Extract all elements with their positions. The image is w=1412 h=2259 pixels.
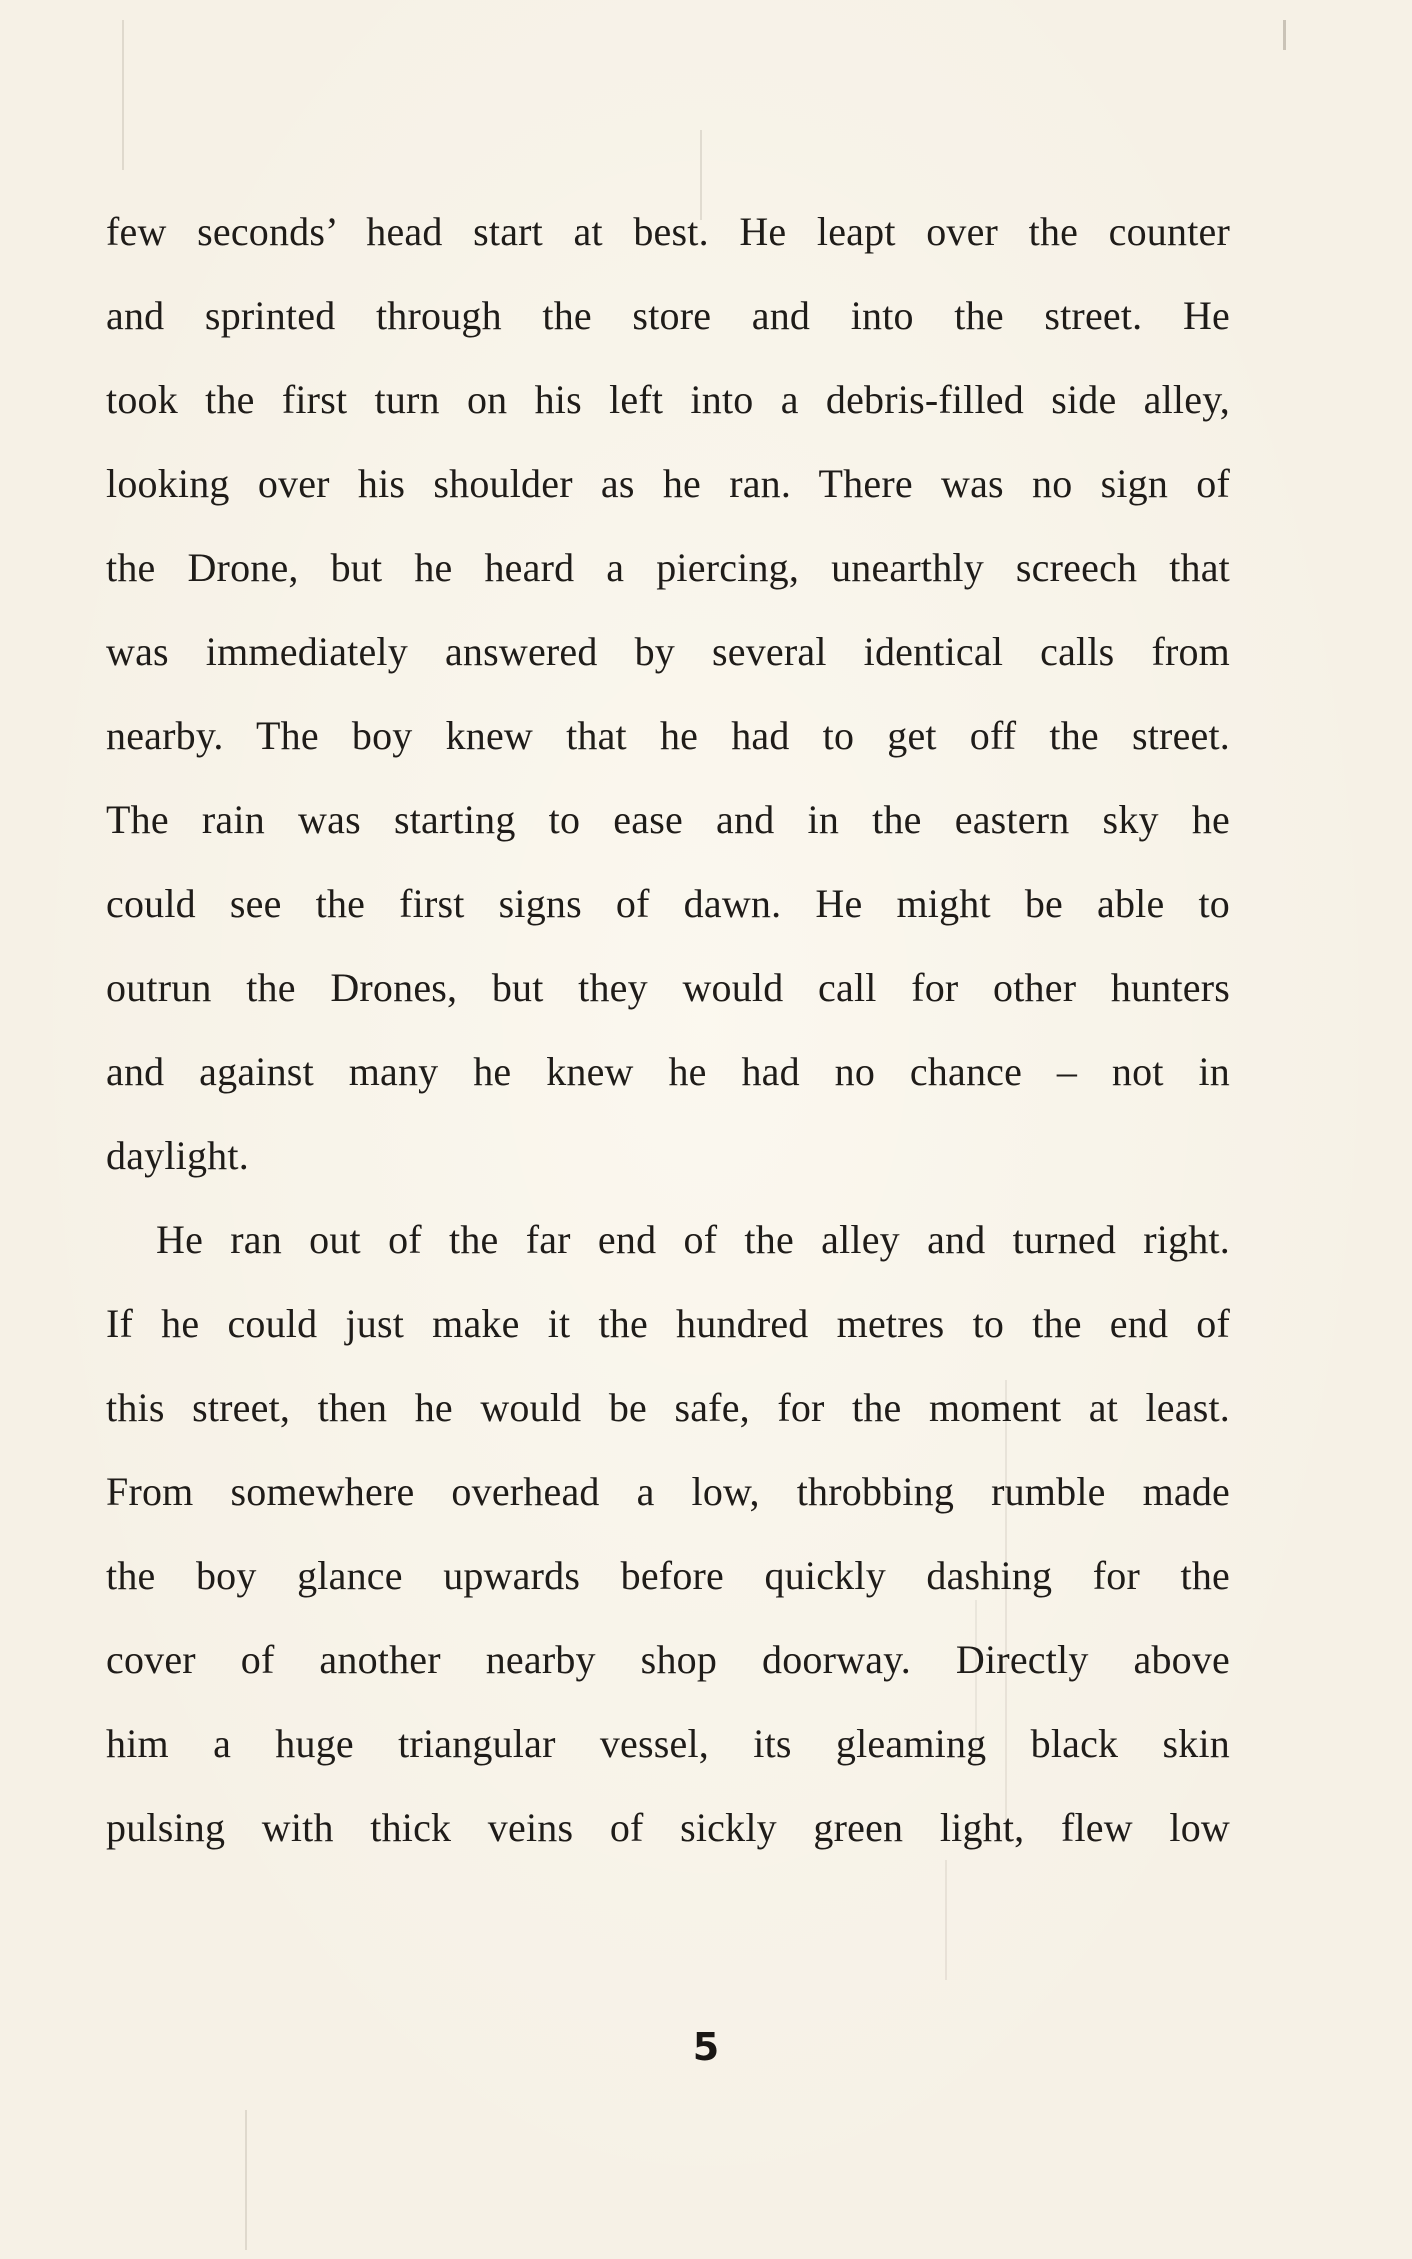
text-line: The rain was starting to ease and in the eastern sky he: [106, 797, 1230, 842]
text-line: He ran out of the far end of the alley and turned right.: [156, 1217, 1230, 1262]
scan-artifact: [1283, 20, 1286, 50]
paragraph-1: [106, 190, 1230, 1198]
text-line: and sprinted through the store and into the street. He: [106, 293, 1230, 338]
text-line: took the first turn on his left into a debris-filled side alley,: [106, 377, 1230, 422]
page-number: 5: [692, 2025, 720, 2069]
text-line: outrun the Drones, but they would call for other hunters: [106, 965, 1230, 1010]
paragraph-2: [106, 1198, 1230, 1870]
scan-artifact: [245, 2110, 247, 2250]
text-line: few seconds’ head start at best. He leapt over the counter: [106, 209, 1230, 254]
text-line: was immediately answered by several identical calls from: [106, 629, 1230, 674]
text-line: him a huge triangular vessel, its gleaming black skin: [106, 1721, 1230, 1766]
text-line: the Drone, but he heard a piercing, unearthly screech that: [106, 545, 1230, 590]
text-line: If he could just make it the hundred metres to the end of: [106, 1301, 1230, 1346]
text-line: and against many he knew he had no chance – not in: [106, 1049, 1230, 1094]
text-line: cover of another nearby shop doorway. Directly above: [106, 1637, 1230, 1682]
text-line: From somewhere overhead a low, throbbing rumble made: [106, 1469, 1230, 1514]
text-line: this street, then he would be safe, for the moment at least.: [106, 1385, 1230, 1430]
text-line: the boy glance upwards before quickly dashing for the: [106, 1553, 1230, 1598]
scan-artifact: [122, 20, 124, 170]
text-line: could see the first signs of dawn. He might be able to: [106, 881, 1230, 926]
text-line: pulsing with thick veins of sickly green light, flew low: [106, 1805, 1230, 1850]
scan-artifact: [945, 1860, 947, 1980]
text-line: daylight.: [106, 1133, 249, 1178]
body-text: [106, 190, 1230, 1870]
text-line: looking over his shoulder as he ran. There was no sign of: [106, 461, 1230, 506]
text-line: nearby. The boy knew that he had to get off the street.: [106, 713, 1230, 758]
